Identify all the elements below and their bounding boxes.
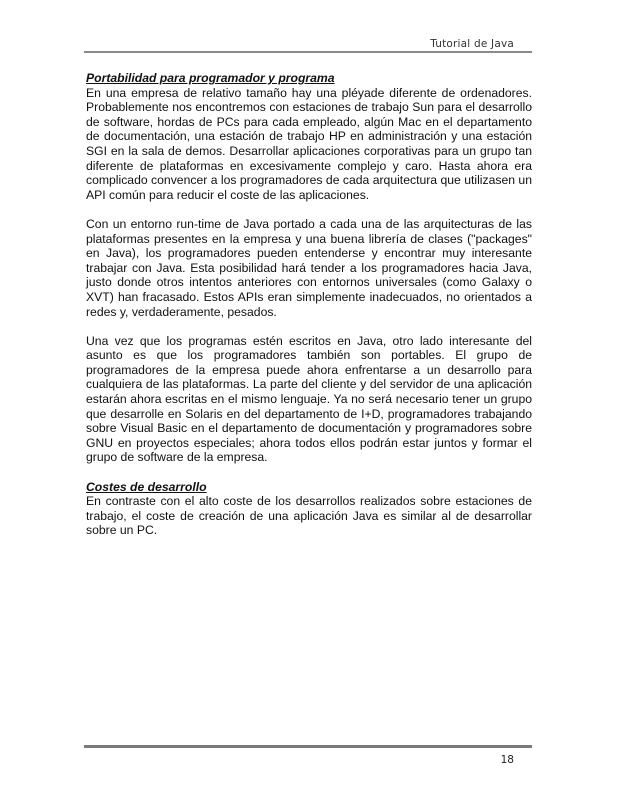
section-heading: Costes de desarrollo <box>86 479 207 494</box>
running-header-title: Tutorial de Java <box>430 38 514 50</box>
section-portabilidad <box>86 71 532 465</box>
page-number: 18 <box>500 754 514 766</box>
footer-divider <box>84 745 532 748</box>
paragraph: En contraste con el alto coste de los desarrollos realizados sobre estaciones de trabajo, el coste de creación de una aplicación Java es similar al de desarrollar sobre un PC. <box>86 494 532 538</box>
paragraph: En una empresa de relativo tamaño hay una pléyade diferente de ordenadores. Probablemente nos encontremos con estaciones de trabajo Sun para el desarrollo de software, hordas de PCs para cada empleado, algún Mac en el departamento de documentación, una estación de trabajo HP en administración y una estación SGI en la sala de demos. Desarrollar aplicaciones corporativas para un grupo tan diferente de plataformas en excesivamente complejo y caro. Hasta ahora era complicado convencer a los programadores de cada arquitectura que utilizasen un API común para reducir el coste de las aplicaciones. <box>86 85 532 202</box>
page-body <box>86 71 532 538</box>
section-costes <box>86 480 532 538</box>
header-divider <box>84 51 532 53</box>
paragraph: Con un entorno run-time de Java portado a cada una de las arquitecturas de las plataformas presentes en la empresa y una buena librería de clases ("packages" en Java), los programadores pueden entenderse y encontrar muy interesante trabajar con Java. Esta posibilidad hará tender a los programadores hacia Java, justo donde otros intentos anteriores con entornos universales (como Galaxy o XVT) han fracasado. Estos APIs eran simplemente inadecuados, no orientados a redes y, verdaderamente, pesados. <box>86 216 532 319</box>
paragraph: Una vez que los programas estén escritos en Java, otro lado interesante del asunto es que los programadores también son portables. El grupo de programadores de la empresa puede ahora enfrentarse a un desarrollo para cualquiera de las plataformas. La parte del cliente y del servidor de una aplicación estarán ahora escritas en el mismo lenguaje. Ya no será necesario tener un grupo que desarrolle en Solaris en del departamento de I+D, programadores trabajando sobre Visual Basic en el departamento de documentación y programadores sobre GNU en proyectos especiales; ahora todos ellos podrán estar juntos y formar el grupo de software de la empresa. <box>86 333 532 465</box>
section-heading: Portabilidad para programador y programa <box>86 71 335 85</box>
